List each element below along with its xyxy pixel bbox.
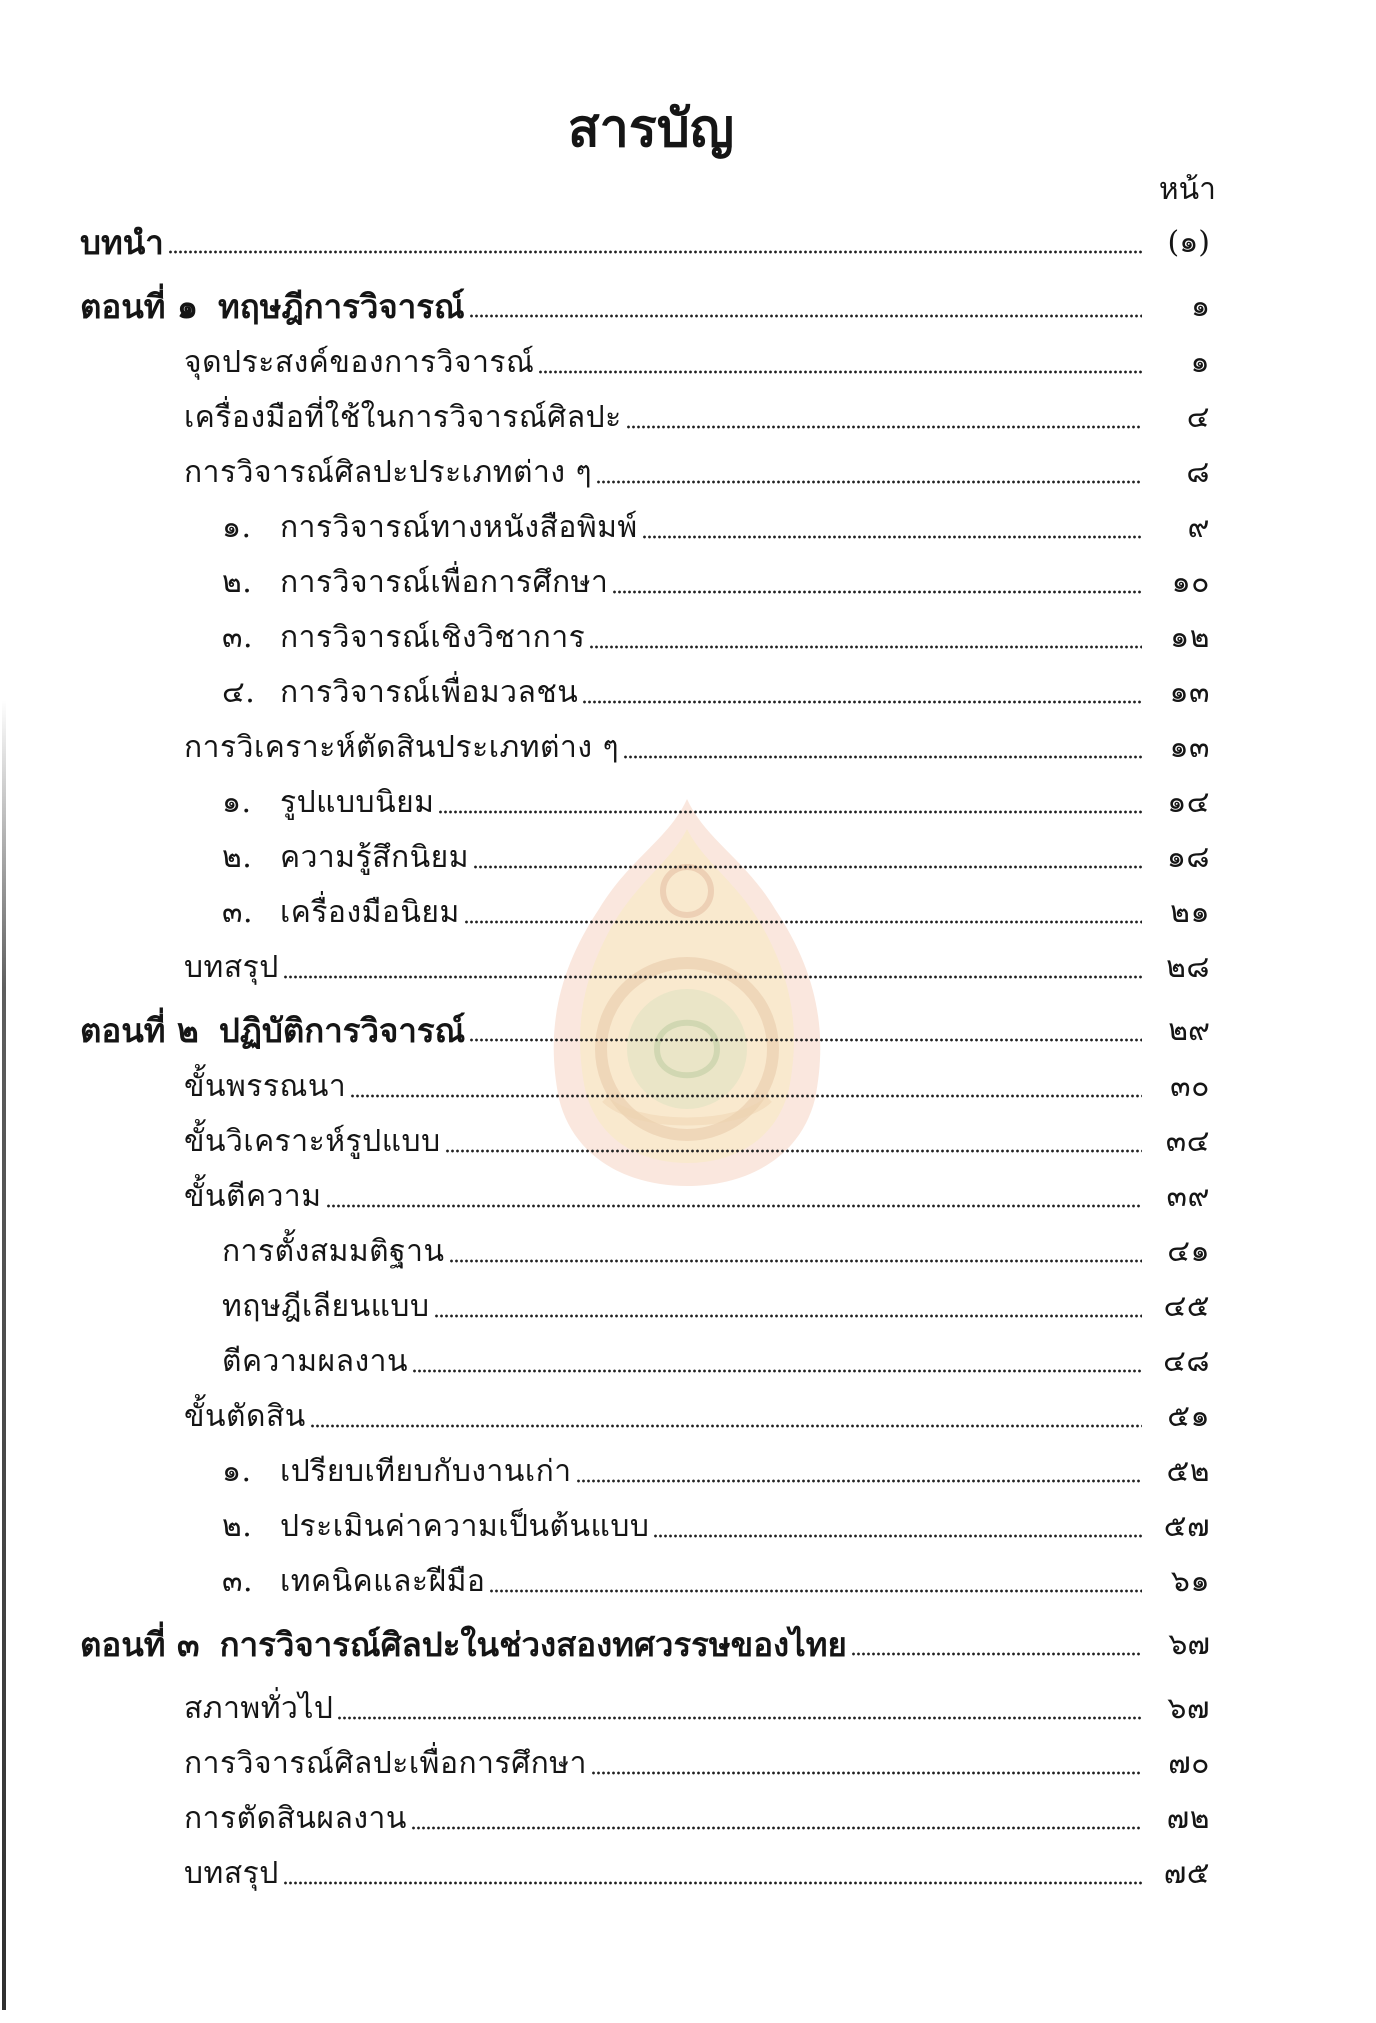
page-number: ๕๗ [1163, 1509, 1210, 1544]
toc-subentry [80, 500, 1210, 555]
dot-leader [283, 1846, 1142, 1901]
toc-entry [80, 1059, 1210, 1114]
item-number: ๑. [222, 785, 252, 820]
page-number: ๑ [1190, 288, 1210, 324]
page-number: (๑) [1167, 224, 1210, 260]
toc-entry [80, 1846, 1210, 1901]
entry-title: การตัดสินผลงาน [184, 1801, 407, 1836]
toc-subentry [80, 885, 1210, 940]
dot-leader [653, 1499, 1142, 1554]
toc-subentry [80, 830, 1210, 885]
dot-leader [589, 610, 1142, 665]
toc-part-heading [80, 1001, 1210, 1059]
toc-entry [80, 335, 1210, 390]
page-number: ๑๐ [1171, 565, 1210, 600]
toc-subentry [80, 775, 1210, 830]
entry-title: เปรียบเทียบกับงานเก่า [280, 1454, 572, 1489]
dot-leader [851, 1615, 1142, 1673]
page-number: ๕๒ [1166, 1454, 1210, 1489]
page-number: ๖๗ [1168, 1626, 1210, 1662]
dot-leader [469, 1001, 1142, 1059]
dot-leader [591, 1736, 1142, 1791]
entry-title: เครื่องมือที่ใช้ในการวิจารณ์ศิลปะ [184, 400, 622, 435]
page-number: ๒๙ [1168, 1012, 1210, 1048]
page-number: ๒๑ [1170, 895, 1210, 930]
entry-title: การวิจารณ์เพื่อมวลชน [280, 675, 579, 710]
toc-subentry [80, 1279, 1210, 1334]
dot-leader [350, 1059, 1142, 1114]
toc-entry [80, 390, 1210, 445]
page-number: ๖๑ [1170, 1564, 1210, 1599]
toc-part-heading [80, 277, 1210, 335]
toc-entry [80, 1736, 1210, 1791]
page-number: ๙ [1187, 510, 1210, 545]
page-number: ๗๕ [1163, 1856, 1210, 1891]
item-number: ๓. [222, 620, 254, 655]
page-number: ๓๙ [1166, 1179, 1210, 1214]
dot-leader [464, 885, 1142, 940]
dot-leader [469, 277, 1142, 335]
dot-leader [449, 1224, 1142, 1279]
scan-edge-shadow [2, 700, 6, 2010]
entry-title: เครื่องมือนิยม [280, 895, 460, 930]
dot-leader [337, 1681, 1142, 1736]
page-column-label: หน้า [1158, 172, 1216, 207]
dot-leader [326, 1169, 1142, 1224]
entry-title: ขั้นตัดสิน [184, 1399, 306, 1434]
toc-subentry [80, 1499, 1210, 1554]
toc-entry [80, 1169, 1210, 1224]
page-number: ๔๕ [1163, 1289, 1210, 1324]
dot-leader [489, 1554, 1142, 1609]
entry-title: จุดประสงค์ของการวิจารณ์ [184, 345, 535, 380]
item-number: ๔. [222, 675, 256, 710]
item-number: ๒. [222, 1509, 253, 1544]
dot-leader [168, 213, 1142, 271]
page-number: ๑ [1190, 345, 1210, 380]
toc-entry [80, 940, 1210, 995]
toc-part-heading [80, 1615, 1210, 1673]
toc-entry [80, 720, 1210, 775]
page-number: ๘ [1186, 455, 1210, 490]
dot-leader [412, 1334, 1142, 1389]
toc-subentry [80, 1334, 1210, 1389]
page-number: ๓๔ [1165, 1124, 1210, 1159]
entry-title: บทนำ [80, 222, 164, 262]
dot-leader [434, 1279, 1142, 1334]
page-number: ๑๘ [1166, 840, 1210, 875]
dot-leader [445, 1114, 1142, 1169]
page-number: ๔๑ [1167, 1234, 1210, 1269]
item-number: ๓. [222, 895, 254, 930]
entry-title: ทฤษฎีการวิจารณ์ [218, 286, 465, 326]
entry-title: การตั้งสมมติฐาน [222, 1234, 445, 1269]
page-number: ๔ [1186, 400, 1210, 435]
page-number: ๗๐ [1168, 1746, 1210, 1781]
entry-title: การวิจารณ์ศิลปะในช่วงสองทศวรรษของไทย [219, 1624, 847, 1664]
part-number: ตอนที่ ๓ [80, 1624, 200, 1664]
toc-title: สารบัญ [567, 98, 735, 159]
dot-leader [538, 335, 1142, 390]
page-number: ๗๒ [1166, 1801, 1210, 1836]
dot-leader [283, 940, 1142, 995]
entry-title: ขั้นวิเคราะห์รูปแบบ [184, 1124, 441, 1159]
toc-entry [80, 1114, 1210, 1169]
toc-entry [80, 1791, 1210, 1846]
page-number: ๓๐ [1170, 1069, 1210, 1104]
toc-entry [80, 1389, 1210, 1444]
dot-leader [623, 720, 1142, 775]
dot-leader [582, 665, 1142, 720]
item-number: ๑. [222, 510, 252, 545]
entry-title: เทคนิคและฝีมือ [280, 1564, 486, 1599]
dot-leader [596, 445, 1142, 500]
page-number: ๔๘ [1163, 1344, 1210, 1379]
entry-title: การวิเคราะห์ตัดสินประเภทต่าง ๆ [184, 730, 620, 765]
dot-leader [612, 555, 1142, 610]
page-number: ๕๑ [1167, 1399, 1210, 1434]
item-number: ๓. [222, 1564, 254, 1599]
entry-title: ทฤษฎีเลียนแบบ [222, 1289, 430, 1324]
page-number: ๖๗ [1167, 1691, 1210, 1726]
toc-subentry [80, 1554, 1210, 1609]
toc-subentry [80, 1444, 1210, 1499]
entry-title: ขั้นพรรณนา [184, 1069, 347, 1104]
entry-title: การวิจารณ์ศิลปะเพื่อการศึกษา [184, 1746, 587, 1781]
entry-title: บทสรุป [184, 1856, 279, 1891]
page-number: ๑๔ [1167, 785, 1210, 820]
dot-leader [642, 500, 1142, 555]
toc-subentry [80, 610, 1210, 665]
dot-leader [411, 1791, 1142, 1846]
page-number: ๑๓ [1169, 730, 1210, 765]
dot-leader [473, 830, 1142, 885]
entry-title: การวิจารณ์เพื่อการศึกษา [280, 565, 609, 600]
dot-leader [626, 390, 1142, 445]
toc-subentry [80, 1224, 1210, 1279]
dot-leader [576, 1444, 1142, 1499]
item-number: ๒. [222, 840, 253, 875]
dot-leader [310, 1389, 1142, 1444]
item-number: ๒. [222, 565, 253, 600]
page-number: ๒๘ [1166, 950, 1210, 985]
toc-entry [80, 445, 1210, 500]
entry-title: รูปแบบนิยม [280, 785, 435, 820]
toc-entry [80, 1681, 1210, 1736]
table-of-contents [80, 213, 1210, 1901]
item-number: ๑. [222, 1454, 252, 1489]
entry-title: ความรู้สึกนิยม [280, 840, 469, 875]
entry-title: ปฏิบัติการวิจารณ์ [218, 1010, 466, 1050]
entry-title: ตีความผลงาน [222, 1344, 408, 1379]
entry-title: บทสรุป [184, 950, 279, 985]
dot-leader [438, 775, 1142, 830]
entry-title: สภาพทั่วไป [184, 1691, 334, 1726]
part-number: ตอนที่ ๒ [80, 1010, 199, 1050]
entry-title: การวิจารณ์เชิงวิชาการ [280, 620, 586, 655]
page-number: ๑๒ [1170, 620, 1210, 655]
part-number: ตอนที่ ๑ [80, 286, 198, 326]
toc-subentry [80, 665, 1210, 720]
entry-title: การวิจารณ์ทางหนังสือพิมพ์ [280, 510, 638, 545]
toc-subentry [80, 555, 1210, 610]
page-number: ๑๓ [1169, 675, 1210, 710]
entry-title: ขั้นตีความ [184, 1179, 322, 1214]
toc-intro-heading [80, 213, 1210, 271]
entry-title: การวิจารณ์ศิลปะประเภทต่าง ๆ [184, 455, 593, 490]
entry-title: ประเมินค่าความเป็นต้นแบบ [280, 1509, 650, 1544]
